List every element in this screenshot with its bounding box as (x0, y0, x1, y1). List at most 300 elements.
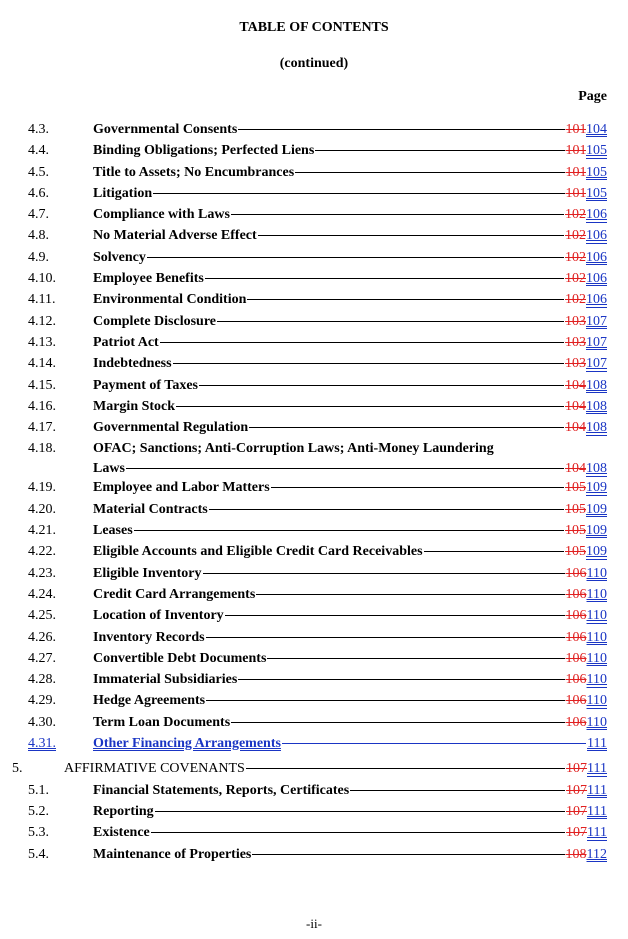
toc-caption (93, 606, 607, 626)
toc-leader-row (93, 205, 607, 225)
toc-caption (93, 290, 607, 310)
toc-page-numbers (565, 418, 607, 438)
dot-leader (199, 385, 564, 386)
toc-entry[interactable] (0, 500, 628, 521)
toc-title: Other Financing Arrangements (93, 736, 281, 752)
deleted-page-number: 108 (565, 846, 587, 862)
toc-leader-row (93, 781, 607, 801)
toc-section-number: 4.3. (28, 122, 49, 137)
toc-title: Convertible Debt Documents (93, 650, 267, 666)
inserted-page-number[interactable]: 111 (587, 803, 607, 819)
toc-entry[interactable] (0, 290, 628, 311)
toc-caption (93, 734, 607, 754)
inserted-page-number[interactable]: 105 (586, 143, 607, 159)
deleted-page-number: 101 (565, 185, 586, 201)
dot-leader (206, 637, 565, 638)
toc-section-number: 4.13. (28, 334, 56, 350)
inserted-page-number[interactable]: 110 (586, 650, 607, 666)
toc-title: Governmental Consents (93, 122, 238, 137)
toc-section-number: 5. (12, 761, 23, 777)
toc-caption (93, 670, 607, 690)
toc-page-numbers (566, 606, 607, 626)
toc-title: Employee Benefits (93, 271, 204, 287)
toc-leader-row (93, 691, 607, 711)
inserted-page-number[interactable]: 111 (587, 825, 607, 841)
dot-leader (173, 363, 564, 364)
deleted-page-number: 103 (565, 334, 586, 350)
inserted-page-number[interactable]: 109 (586, 480, 607, 496)
toc-leader-row (93, 823, 607, 843)
inserted-page-number[interactable]: 108 (586, 420, 607, 436)
deleted-page-number: 104 (565, 377, 586, 393)
dot-leader (231, 722, 564, 723)
toc-title: Margin Stock (93, 398, 176, 414)
toc-leader-row (93, 141, 607, 161)
toc-caption (64, 759, 607, 779)
toc-page-numbers (566, 649, 607, 669)
dot-leader (155, 811, 565, 812)
dot-leader (217, 321, 564, 322)
toc-leader-row (93, 418, 607, 438)
toc-section-number: 4.18. (28, 441, 56, 457)
toc-section-number: 5.2. (28, 803, 49, 819)
toc-entry[interactable] (0, 248, 628, 269)
toc-caption (93, 439, 607, 479)
deleted-page-number: 101 (565, 143, 586, 159)
toc-leader-row (93, 713, 607, 733)
toc-entry[interactable] (0, 781, 628, 802)
dot-leader (267, 658, 564, 659)
toc-entry[interactable] (0, 354, 628, 375)
dot-leader (160, 342, 564, 343)
inserted-page-number[interactable]: 107 (586, 313, 607, 329)
toc-leader-row (93, 120, 607, 140)
deleted-page-number: 105 (565, 501, 586, 517)
toc-entry[interactable] (0, 606, 628, 627)
toc-caption (93, 691, 607, 711)
deleted-page-number: 103 (565, 356, 586, 372)
dot-leader (151, 832, 565, 833)
toc-page-numbers (566, 713, 607, 733)
toc-page-numbers (566, 670, 607, 690)
toc-entry[interactable] (0, 649, 628, 670)
toc-section-number: 4.5. (28, 164, 49, 180)
deleted-page-number: 101 (565, 164, 586, 180)
toc-page-numbers (565, 521, 607, 541)
inserted-page-number[interactable]: 111 (587, 782, 607, 798)
toc-caption (93, 184, 607, 204)
toc-caption (93, 802, 607, 822)
toc-title: AFFIRMATIVE COVENANTS (64, 761, 245, 777)
toc-section-number: 4.27. (28, 650, 56, 666)
toc-entry[interactable] (0, 478, 628, 499)
toc-entry[interactable] (0, 521, 628, 542)
toc-leader-row (93, 606, 607, 626)
toc-caption (93, 845, 607, 865)
deleted-page-number: 106 (565, 586, 587, 602)
toc-entry[interactable] (0, 184, 628, 205)
dot-leader (315, 150, 564, 151)
toc-leader-row (93, 376, 607, 396)
dot-leader (205, 278, 564, 279)
deleted-page-number: 104 (565, 420, 586, 436)
dot-leader (249, 427, 564, 428)
toc-caption (93, 163, 607, 183)
toc-leader-row (93, 521, 607, 541)
toc-entry[interactable] (0, 205, 628, 226)
toc-title: Complete Disclosure (93, 313, 216, 329)
inserted-page-number[interactable]: 110 (586, 586, 607, 602)
page-column-header: Page (578, 89, 607, 104)
toc-title: Hedge Agreements (93, 693, 206, 709)
inserted-page-number[interactable]: 110 (586, 565, 607, 581)
dot-leader (176, 406, 564, 407)
toc-page-numbers (566, 585, 607, 605)
dot-leader (206, 700, 564, 701)
deleted-page-number: 105 (565, 480, 586, 496)
deleted-page-number: 107 (566, 761, 588, 777)
toc-leader-row (93, 226, 607, 246)
toc-entry[interactable] (0, 163, 628, 184)
toc-caption (93, 333, 607, 353)
toc-caption (93, 542, 607, 562)
toc-entry[interactable] (0, 802, 628, 823)
deleted-page-number: 105 (565, 544, 586, 560)
toc-title: Governmental Regulation (93, 420, 249, 436)
deleted-page-number: 104 (565, 398, 586, 414)
inserted-page-number[interactable]: 107 (586, 356, 607, 372)
inserted-page-number[interactable]: 107 (586, 334, 607, 350)
inserted-page-number[interactable]: 108 (586, 398, 607, 414)
toc-section-number: 5.4. (28, 846, 49, 862)
dot-leader (282, 743, 586, 744)
inserted-page-number[interactable]: 106 (586, 249, 607, 265)
deleted-page-number: 107 (566, 782, 588, 798)
deleted-page-number: 102 (565, 249, 586, 265)
toc-section-number: 4.31. (28, 736, 56, 752)
page-title: TABLE OF CONTENTS (239, 20, 389, 35)
toc-caption (93, 120, 607, 140)
inserted-page-number[interactable]: 106 (586, 228, 607, 244)
deleted-page-number: 105 (565, 523, 586, 539)
toc-title: Credit Card Arrangements (93, 586, 256, 602)
page-number: -ii- (306, 916, 322, 931)
deleted-page-number: 106 (565, 714, 587, 730)
toc-leader-row (93, 649, 607, 669)
inserted-page-number[interactable]: 108 (586, 377, 607, 393)
inserted-page-number[interactable]: 108 (586, 461, 607, 477)
inserted-page-number[interactable]: 109 (586, 544, 607, 560)
toc-title: Material Contracts (93, 501, 208, 517)
toc-title: Term Loan Documents (93, 714, 231, 730)
toc-leader-row (93, 333, 607, 353)
toc-caption (93, 397, 607, 417)
toc-leader-row (93, 459, 607, 479)
dot-leader (256, 594, 564, 595)
toc-title: Patriot Act (93, 334, 159, 350)
inserted-page-number[interactable]: 109 (586, 501, 607, 517)
toc-caption (93, 376, 607, 396)
toc-caption (93, 521, 607, 541)
toc-page-numbers (565, 333, 607, 353)
inserted-page-number[interactable]: 110 (586, 693, 607, 709)
toc-caption (93, 781, 607, 801)
inserted-page-number[interactable]: 110 (586, 629, 607, 645)
toc-section-number: 4.21. (28, 523, 56, 539)
toc-entry[interactable] (0, 542, 628, 563)
inserted-page-number[interactable]: 110 (586, 714, 607, 730)
dot-leader (258, 235, 564, 236)
toc-section-number: 4.7. (28, 207, 49, 223)
toc-title: Inventory Records (93, 629, 205, 645)
toc-leader-row (93, 670, 607, 690)
toc-leader-row (64, 759, 607, 779)
page-subtitle: (continued) (279, 56, 349, 71)
toc-page-numbers (565, 269, 607, 289)
toc-title: Existence (93, 825, 150, 841)
toc-entry[interactable] (0, 376, 628, 397)
toc-title: Environmental Condition (93, 292, 247, 308)
deleted-page-number: 106 (565, 565, 587, 581)
deleted-page-number: 106 (565, 650, 587, 666)
deleted-page-number: 102 (565, 207, 586, 223)
toc-entry[interactable] (0, 734, 628, 755)
toc-title: Eligible Accounts and Eligible Credit Card Receivables (93, 544, 423, 560)
inserted-page-number[interactable]: 105 (586, 185, 607, 201)
toc-page-numbers (587, 734, 607, 754)
inserted-page-number[interactable]: 106 (586, 207, 607, 223)
toc-title: Laws (93, 461, 125, 477)
inserted-page-number[interactable]: 105 (586, 164, 607, 180)
toc-page-numbers (566, 802, 607, 822)
toc-page-numbers (565, 376, 607, 396)
dot-leader (147, 257, 564, 258)
deleted-page-number: 102 (565, 271, 586, 287)
deleted-page-number: 102 (565, 292, 586, 308)
toc-section-number: 4.26. (28, 629, 56, 645)
dot-leader (246, 768, 565, 769)
inserted-page-number[interactable]: 112 (586, 846, 607, 862)
toc-leader-row (93, 248, 607, 268)
toc-section-number: 4.9. (28, 249, 49, 265)
toc-page-numbers (566, 163, 607, 183)
dot-leader (225, 615, 565, 616)
toc-caption (93, 585, 607, 605)
toc-entry[interactable] (0, 439, 628, 478)
toc-section-number: 4.6. (28, 185, 49, 201)
toc-section-number: 5.1. (28, 782, 49, 798)
dot-leader (153, 193, 564, 194)
toc-entry[interactable] (0, 691, 628, 712)
dot-leader (203, 573, 565, 574)
toc-page-numbers (565, 542, 607, 562)
toc-list (0, 120, 628, 866)
toc-page-numbers (565, 500, 607, 520)
toc-page-numbers (566, 845, 607, 865)
toc-leader-row (93, 500, 607, 520)
deleted-page-number: 106 (565, 672, 587, 688)
toc-caption (93, 478, 607, 498)
toc-leader-row (93, 542, 607, 562)
inserted-page-number[interactable]: 110 (586, 672, 607, 688)
toc-page-numbers (565, 478, 607, 498)
toc-caption (93, 823, 607, 843)
toc-entry[interactable] (0, 759, 628, 780)
toc-entry[interactable] (0, 823, 628, 844)
toc-title-line1: OFAC; Sanctions; Anti-Corruption Laws; Anti-Money Laundering (93, 441, 494, 457)
deleted-page-number: 106 (565, 629, 587, 645)
toc-title: Location of Inventory (93, 608, 224, 624)
toc-leader-row (93, 845, 607, 865)
toc-entry[interactable] (0, 628, 628, 649)
toc-section-number: 4.23. (28, 565, 56, 581)
toc-section-number: 4.14. (28, 356, 56, 372)
toc-leader-row (93, 397, 607, 417)
toc-entry[interactable] (0, 713, 628, 734)
toc-title: Eligible Inventory (93, 565, 202, 581)
toc-page-numbers (565, 312, 607, 332)
toc-section-number: 4.4. (28, 143, 49, 159)
deleted-page-number: 106 (565, 693, 587, 709)
toc-page-numbers (566, 141, 607, 161)
toc-page-numbers (566, 759, 607, 779)
toc-title: Title to Assets; No Encumbrances (93, 164, 295, 180)
toc-section-number: 4.29. (28, 693, 56, 709)
toc-leader-row (93, 585, 607, 605)
toc-title: Maintenance of Properties (93, 846, 252, 862)
toc-section-number: 5.3. (28, 825, 49, 841)
toc-entry[interactable] (0, 312, 628, 333)
toc-leader-row (93, 184, 607, 204)
toc-page-numbers (565, 397, 607, 417)
toc-section-number: 4.12. (28, 313, 56, 329)
toc-section-number: 4.20. (28, 501, 56, 517)
toc-leader-row (93, 564, 607, 584)
toc-title: Payment of Taxes (93, 377, 198, 393)
toc-title: Indebtedness (93, 356, 172, 372)
dot-leader (238, 679, 564, 680)
toc-leader-row (93, 269, 607, 289)
toc-leader-row (93, 802, 607, 822)
toc-caption (93, 418, 607, 438)
inserted-page-number[interactable]: 111 (587, 761, 607, 777)
toc-section-number: 4.19. (28, 480, 56, 496)
toc-entry[interactable] (0, 585, 628, 606)
toc-section-number: 4.30. (28, 714, 56, 730)
toc-entry[interactable] (0, 226, 628, 247)
toc-caption (93, 312, 607, 332)
toc-section-number: 4.8. (28, 228, 49, 244)
toc-title: Litigation (93, 185, 153, 201)
toc-entry[interactable] (0, 845, 628, 866)
dot-leader (209, 509, 564, 510)
toc-page-numbers (566, 823, 607, 843)
toc-entry[interactable] (0, 120, 628, 141)
toc-caption (93, 248, 607, 268)
toc-caption (93, 713, 607, 733)
toc-entry[interactable] (0, 333, 628, 354)
toc-title: Binding Obligations; Perfected Liens (93, 143, 315, 159)
deleted-page-number: 107 (566, 825, 588, 841)
inserted-page-number[interactable]: 104 (586, 122, 607, 137)
toc-leader-row (93, 478, 607, 498)
toc-entry[interactable] (0, 670, 628, 691)
toc-entry[interactable] (0, 269, 628, 290)
toc-page-numbers (566, 184, 607, 204)
toc-caption (93, 205, 607, 225)
dot-leader (231, 214, 564, 215)
toc-title: Leases (93, 523, 133, 539)
toc-page-numbers (565, 290, 607, 310)
toc-title: Compliance with Laws (93, 207, 230, 223)
toc-caption (93, 141, 607, 161)
toc-page-numbers (565, 354, 607, 374)
deleted-page-number: 104 (565, 461, 586, 477)
toc-leader-row (93, 628, 607, 648)
toc-section-number: 4.22. (28, 544, 56, 560)
inserted-page-number[interactable]: 106 (586, 292, 607, 308)
toc-entry[interactable] (0, 564, 628, 585)
toc-leader-row (93, 734, 607, 754)
toc-section-number: 4.28. (28, 672, 56, 688)
dot-leader (350, 790, 565, 791)
toc-entry[interactable] (0, 418, 628, 439)
toc-caption (93, 500, 607, 520)
toc-leader-row (93, 290, 607, 310)
toc-title: Solvency (93, 249, 146, 265)
dot-leader (238, 129, 564, 130)
inserted-page-number[interactable]: 106 (586, 271, 607, 287)
toc-section-number: 4.15. (28, 377, 56, 393)
toc-title: Immaterial Subsidiaries (93, 672, 238, 688)
dot-leader (126, 468, 564, 469)
dot-leader (295, 172, 564, 173)
dot-leader (134, 530, 564, 531)
inserted-page-number[interactable]: 109 (586, 523, 607, 539)
dot-leader (252, 854, 564, 855)
toc-page-numbers (566, 564, 607, 584)
inserted-page-number[interactable]: 110 (586, 608, 607, 624)
toc-title: No Material Adverse Effect (93, 228, 257, 244)
toc-section-number: 4.17. (28, 420, 56, 436)
toc-section-number: 4.11. (28, 292, 56, 308)
deleted-page-number: 102 (565, 228, 586, 244)
toc-entry[interactable] (0, 141, 628, 162)
toc-caption (93, 269, 607, 289)
toc-page-numbers (565, 459, 607, 479)
toc-caption (93, 354, 607, 374)
deleted-page-number: 103 (565, 313, 586, 329)
toc-section-number: 4.16. (28, 398, 56, 414)
toc-page-numbers (566, 691, 607, 711)
toc-section-number: 4.10. (28, 271, 56, 287)
dot-leader (271, 487, 564, 488)
deleted-page-number: 101 (565, 122, 586, 137)
toc-entry[interactable] (0, 397, 628, 418)
toc-page-numbers (566, 781, 607, 801)
toc-section-number: 4.25. (28, 608, 56, 624)
toc-page-numbers (565, 205, 607, 225)
dot-leader (424, 551, 564, 552)
toc-caption (93, 649, 607, 669)
inserted-page-number[interactable]: 111 (587, 736, 607, 752)
deleted-page-number: 106 (565, 608, 587, 624)
toc-page-numbers (566, 120, 607, 140)
toc-title: Financial Statements, Reports, Certificates (93, 782, 350, 798)
deleted-page-number: 107 (566, 803, 588, 819)
toc-page-numbers (565, 226, 607, 246)
toc-caption (93, 226, 607, 246)
